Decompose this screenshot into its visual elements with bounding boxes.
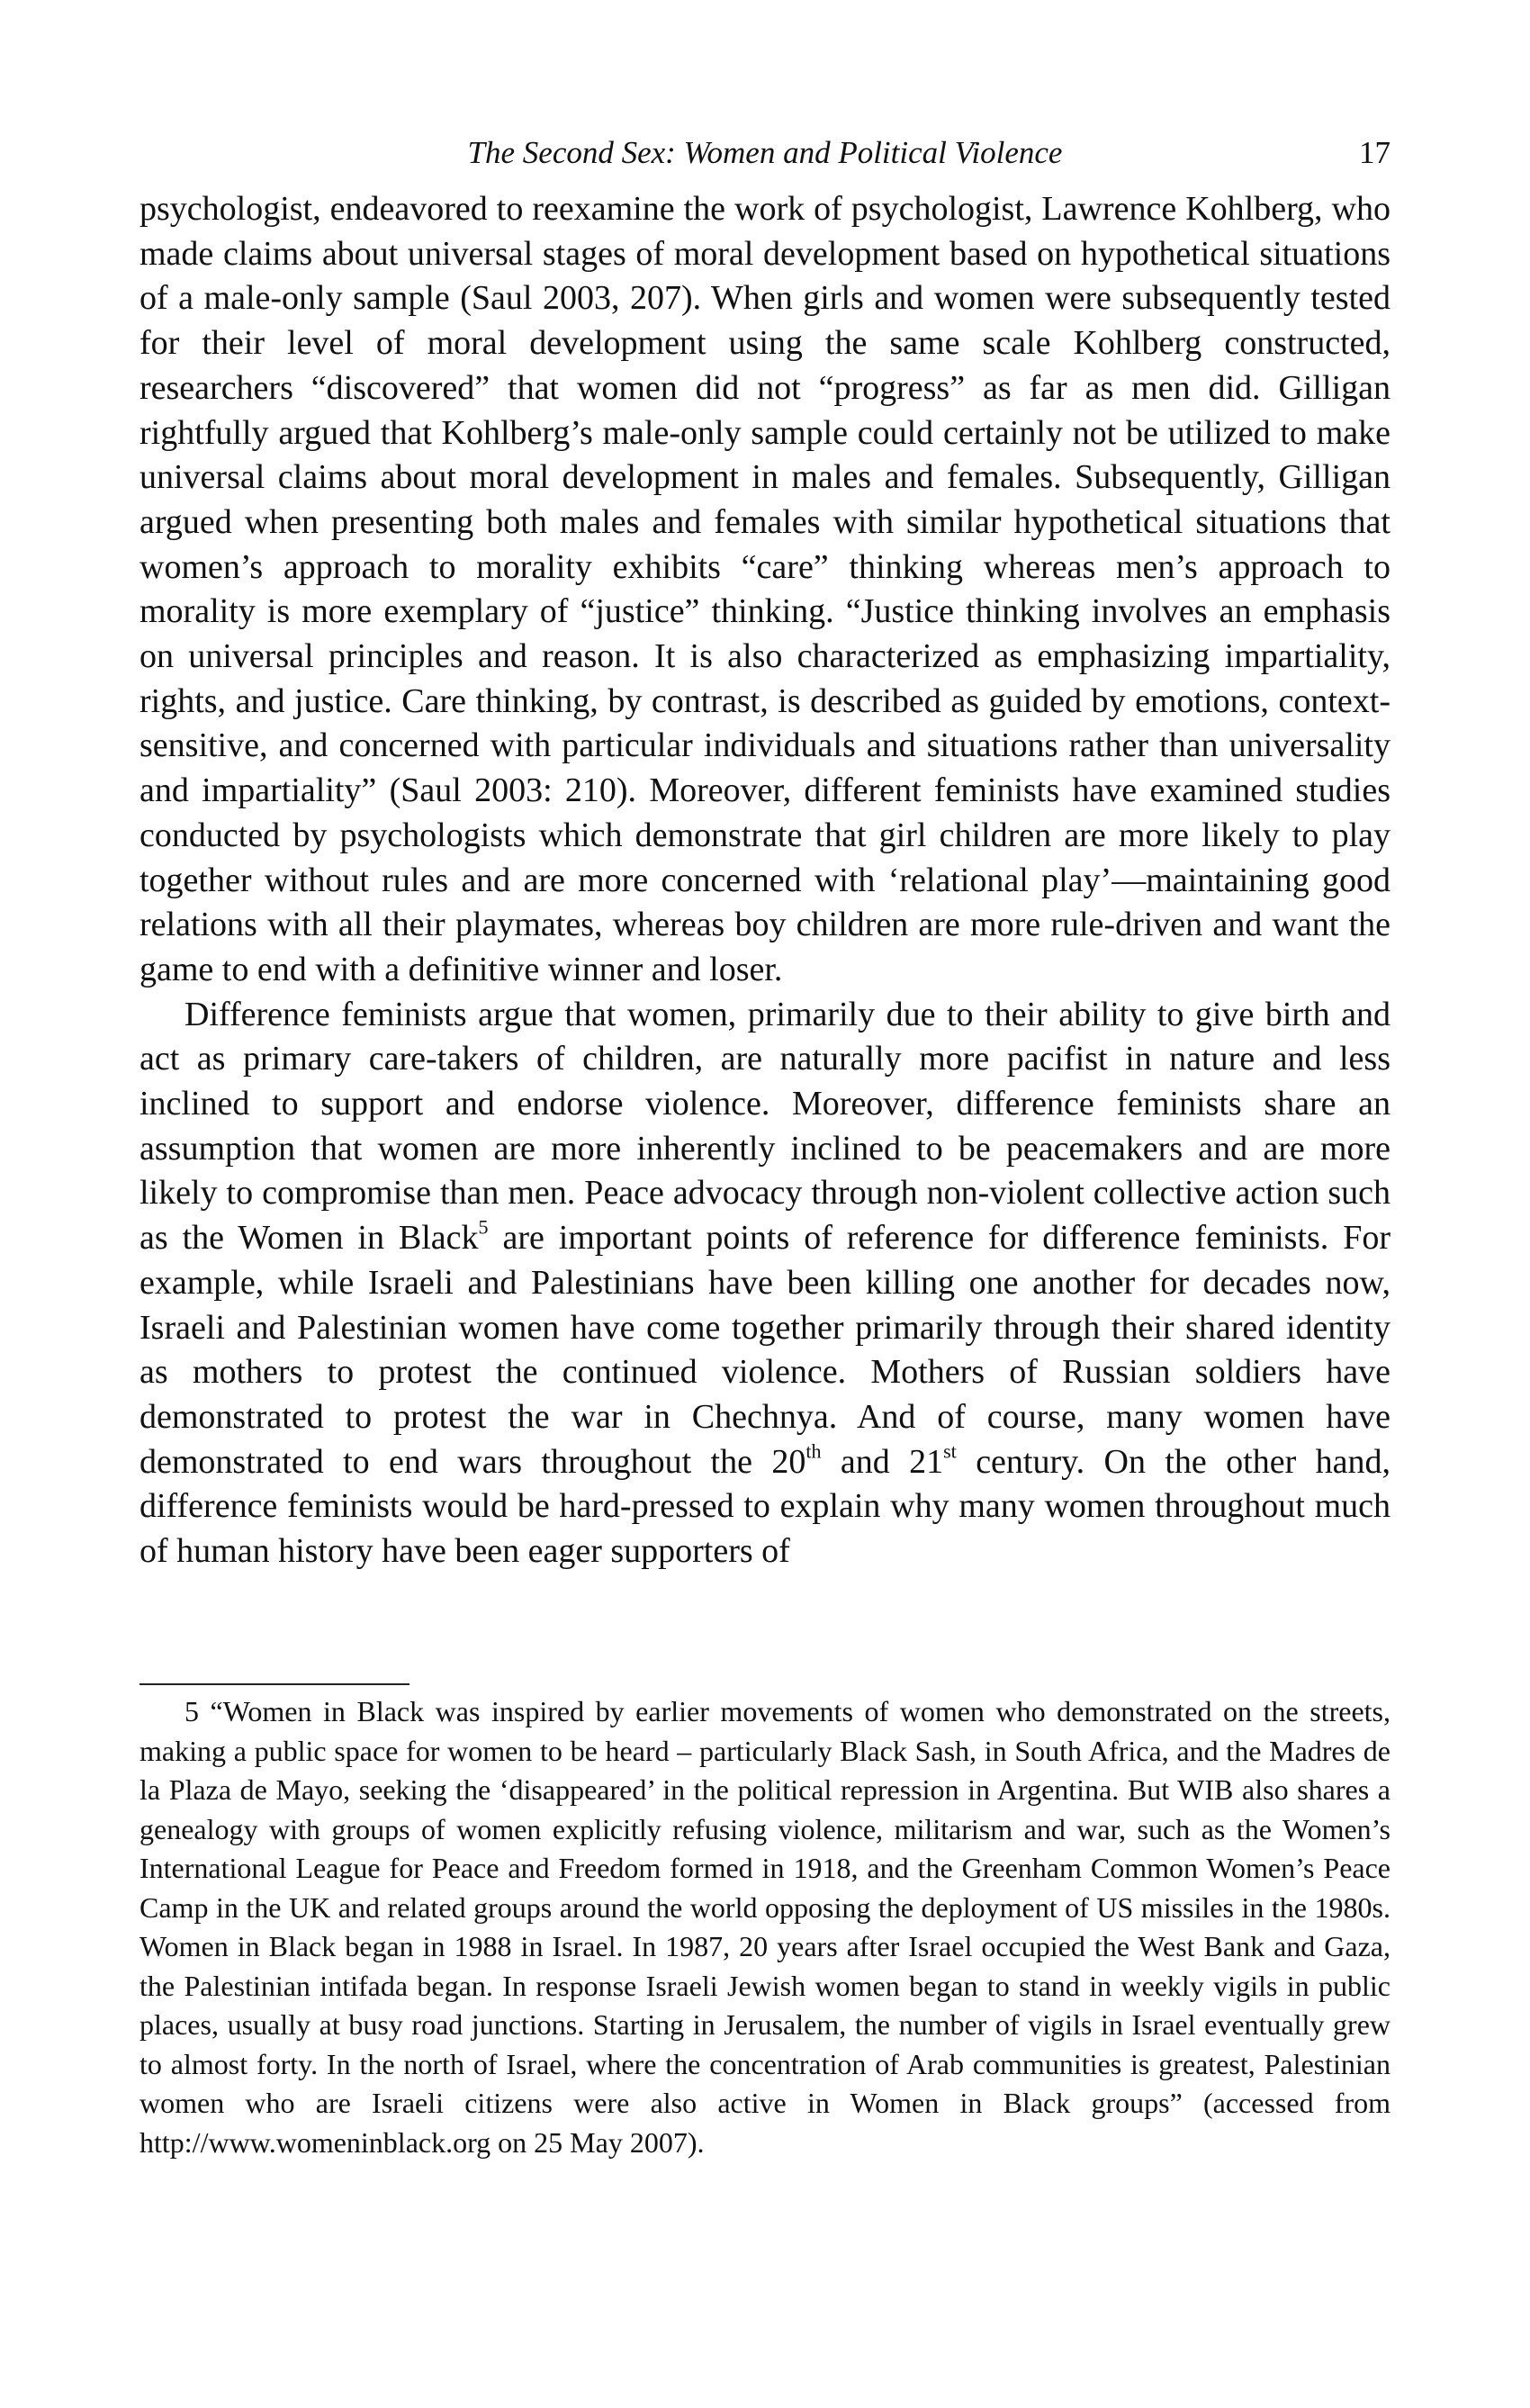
page-number: 17	[1359, 135, 1390, 170]
paragraph-1: psychologist, endeavored to reexamine the work of psychologist, Lawrence Kohlberg, who made claims about universal stages of moral development based on hypothetical situations of a male-only sample (Saul 2003, 207). When girls and women were subsequently tested for their level of moral development using the same scale Kohlberg constructed, researchers “discovered” that women did not “progress” as far as men did. Gilligan rightfully argued that Kohlberg’s male-only sample could certainly not be utilized to make universal claims about moral development in males and females. Subsequently, Gilligan argued when presenting both males and females with similar hypothetical situations that women’s approach to morality exhibits “care” thinking whereas men’s approach to morality is more exemplary of “justice” thinking. “Justice thinking involves an emphasis on universal principles and reason. It is also characterized as emphasizing impartiality, rights, and justice. Care thinking, by contrast, is described as guided by emotions, context-sensitive, and concerned with particular individuals and situations rather than universality and impartiality” (Saul 2003: 210). Moreover, different feminists have examined studies conducted by psychologists which demonstrate that girl children are more likely to play together without rules and are more concerned with ‘relational play’—maintaining good relations with all their playmates, whereas boy children are more rule-driven and want the game to end with a definitive winner and loser.	[140, 190, 1390, 988]
body-text	[140, 187, 1390, 1574]
paragraph-2-text-b: are important points of reference for difference feminists. For example, while Israeli and Palestinians have been killing one another for decades now, Israeli and Palestinian women have come together primarily through their shared identity as mothers to protest the continued violence. Mothers of Russian soldiers have demonstrated to protest the war in Chechnya. And of course, many women have demonstrated to end wars throughout the 20	[140, 1219, 1390, 1481]
footnote-reference-5: 5	[478, 1215, 489, 1239]
paragraph-2-text-d: century. On the other hand, difference feminists would be hard-pressed to explain why many women throughout much of human history have been eager supporters of	[140, 1442, 1390, 1571]
ordinal-suffix-st: st	[943, 1439, 957, 1463]
paragraph-2	[140, 993, 1390, 1574]
paragraph-2-text-a: Difference feminists argue that women, primarily due to their ability to give birth and act as primary care-takers of children, are naturally more pacifist in nature and less inclined to support and endorse violence. Moreover, difference feminists share an assumption that women are more inherently inclined to be peacemakers and are more likely to compromise than men. Peace advocacy through non-violent collective action such as the Women in Black	[140, 995, 1390, 1258]
paragraph-2-text-c: and 21	[821, 1442, 944, 1481]
running-title: The Second Sex: Women and Political Violence	[467, 135, 1063, 170]
footnote-divider	[140, 1683, 410, 1685]
ordinal-suffix-th: th	[806, 1439, 822, 1463]
running-head	[140, 133, 1390, 178]
footnote-5: 5 “Women in Black was inspired by earlier movements of women who demonstrated on the streets, making a public space for women to be heard – particularly Black Sash, in South Africa, and the Madres de la Plaza de Mayo, seeking the ‘disappeared’ in the political repression in Argentina. But WIB also shares a genealogy with groups of women explicitly refusing violence, militarism and war, such as the Women’s International League for Peace and Freedom formed in 1918, and the Greenham Common Women’s Peace Camp in the UK and related groups around the world opposing the deployment of US missiles in the 1980s. Women in Black began in 1988 in Israel. In 1987, 20 years after Israel occupied the West Bank and Gaza, the Palestinian intifada began. In response Israeli Jewish women began to stand in weekly vigils in public places, usually at busy road junctions. Starting in Jerusalem, the number of vigils in Israel eventually grew to almost forty. In the north of Israel, where the concentration of Arab communities is greatest, Palestinian women who are Israeli citizens were also active in Women in Black groups” (accessed from http://www.womeninblack.org on 25 May 2007).	[140, 1695, 1390, 2159]
